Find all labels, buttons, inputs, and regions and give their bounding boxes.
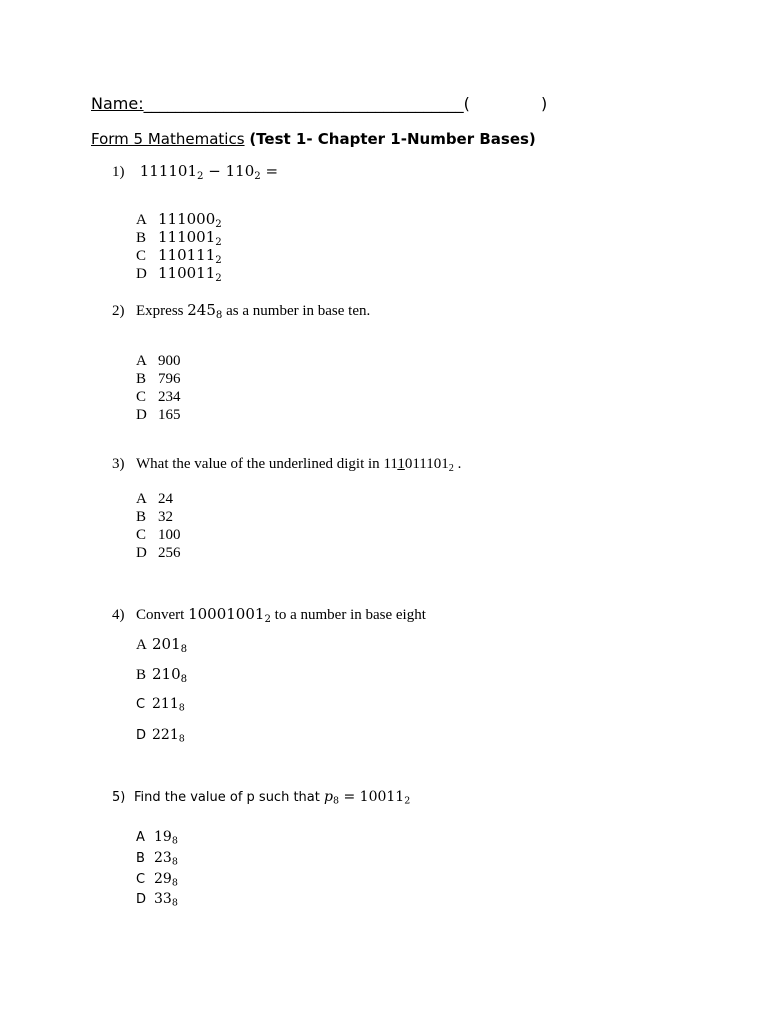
option-value: 100	[158, 527, 181, 543]
option-2a[interactable]: A 900	[136, 353, 181, 369]
question-text: What the value of the underlined digit in $111011101_2$ .	[136, 456, 462, 474]
option-value: $111001_2$	[158, 228, 222, 248]
option-value: $23_8$	[154, 850, 178, 868]
question-5	[112, 789, 410, 805]
option-value: 256	[158, 545, 181, 561]
question-number: 1)	[112, 164, 125, 180]
name-blank[interactable]: ______________________________________	[143, 94, 448, 113]
option-5d[interactable]: D $33_8$	[136, 891, 178, 909]
option-2d[interactable]: D 165	[136, 407, 181, 423]
question-4	[112, 605, 426, 624]
question-number: 5)	[112, 790, 126, 805]
option-3a[interactable]: A 24	[136, 491, 173, 507]
underlined-digit: 1	[397, 456, 405, 472]
option-4d[interactable]: D $221_8$	[136, 727, 185, 745]
option-3b[interactable]: B 32	[136, 509, 173, 525]
option-value: $221_8$	[152, 727, 185, 745]
option-value: 234	[158, 389, 181, 405]
option-3d[interactable]: D 256	[136, 545, 181, 561]
option-value: $201_8$	[152, 635, 188, 655]
option-3c[interactable]: C 100	[136, 527, 181, 543]
option-value: 165	[158, 407, 181, 423]
test-title: (Test 1- Chapter 1-Number Bases)	[249, 130, 536, 148]
page-title	[91, 130, 536, 148]
option-1b[interactable]: B $111001_2$	[136, 228, 222, 248]
option-value: 900	[158, 353, 181, 369]
option-value: $210_8$	[152, 665, 188, 685]
name-label: Name:	[91, 94, 144, 113]
question-text: Express $245_8$ as a number in base ten.	[136, 301, 371, 321]
option-value: 32	[158, 509, 173, 525]
option-value: $29_8$	[154, 871, 178, 889]
option-5b[interactable]: B $23_8$	[136, 850, 178, 868]
option-value: $211_8$	[152, 696, 185, 714]
option-5c[interactable]: C $29_8$	[136, 871, 178, 889]
question-number: 3)	[112, 456, 125, 472]
option-value: $111000_2$	[158, 210, 222, 230]
option-4a[interactable]: A $201_8$	[136, 635, 188, 655]
option-1d[interactable]: D $110011_2$	[136, 264, 222, 284]
option-value: 796	[158, 371, 181, 387]
question-text: Convert $10001001_2$ to a number in base eight	[136, 605, 426, 625]
option-2c[interactable]: C 234	[136, 389, 181, 405]
option-value: $19_8$	[154, 829, 178, 847]
option-value: $110011_2$	[158, 264, 222, 284]
name-tail: __(	[447, 94, 470, 113]
name-line	[91, 94, 470, 113]
option-value: $33_8$	[154, 891, 178, 909]
question-text: Find the value of p such that $p_8 = 10011_2$	[134, 789, 411, 807]
option-1c[interactable]: C $110111_2$	[136, 246, 222, 266]
question-text: $111101_2 - 110_2$ =	[139, 162, 279, 182]
question-3	[112, 456, 461, 473]
close-paren: )	[541, 94, 548, 113]
option-4c[interactable]: C $211_8$	[136, 696, 185, 714]
question-2	[112, 301, 370, 320]
course-title: Form 5 Mathematics	[91, 130, 245, 148]
question-1	[112, 162, 278, 181]
option-value: 24	[158, 491, 173, 507]
option-value: $110111_2$	[158, 246, 222, 266]
option-1a[interactable]: A $111000_2$	[136, 210, 222, 230]
option-4b[interactable]: B $210_8$	[136, 665, 188, 685]
question-number: 2)	[112, 303, 125, 319]
option-5a[interactable]: A $19_8$	[136, 829, 178, 847]
option-2b[interactable]: B 796	[136, 371, 181, 387]
question-number: 4)	[112, 607, 125, 623]
